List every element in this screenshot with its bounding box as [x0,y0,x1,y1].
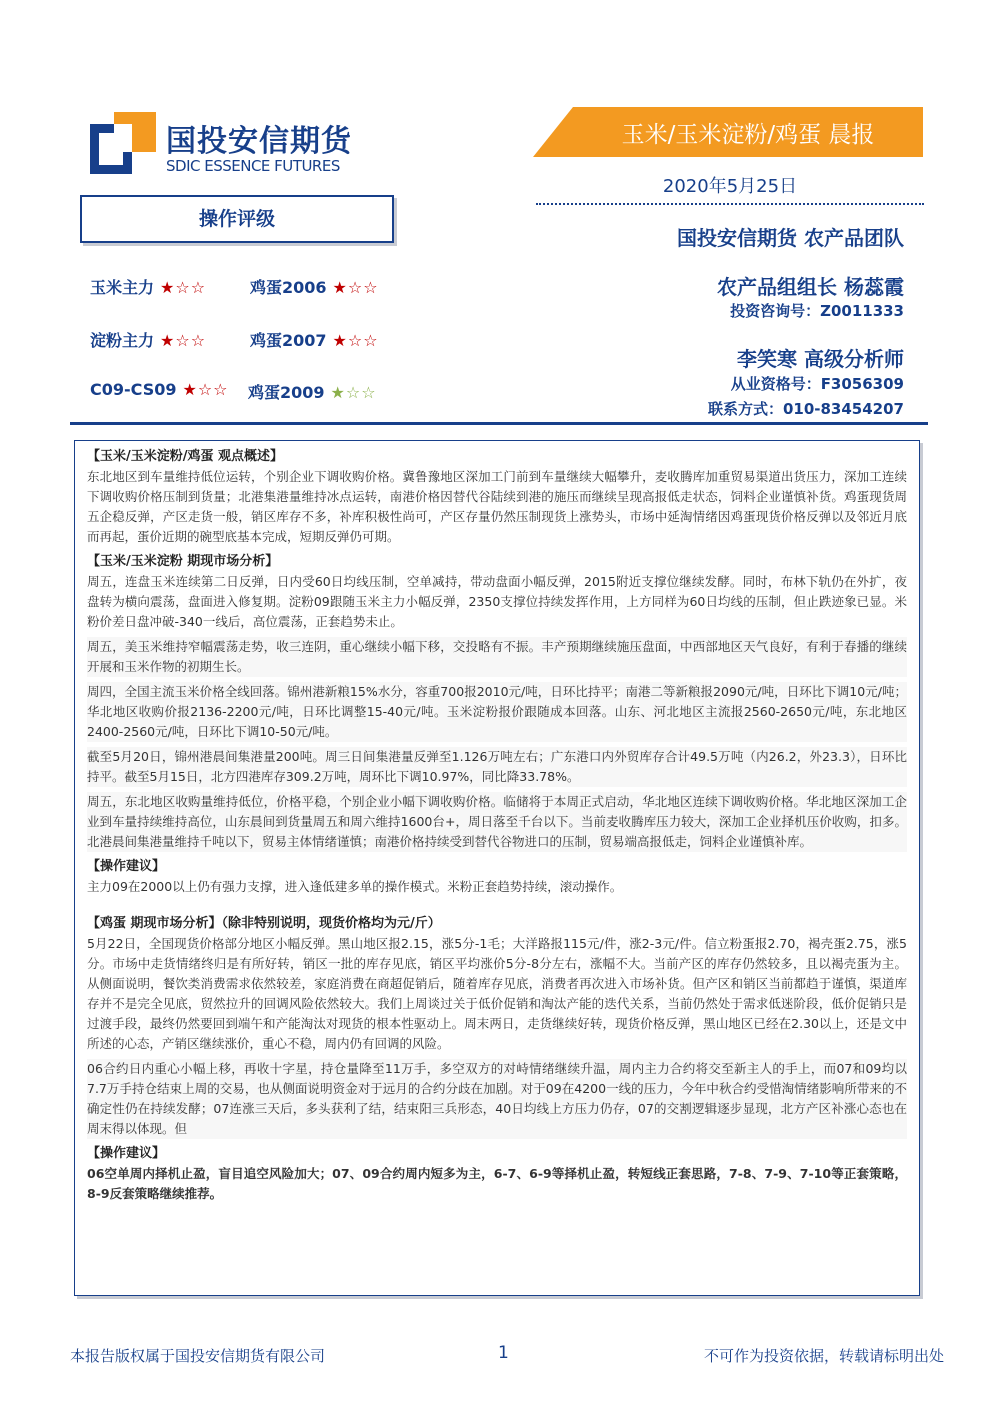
section-heading: 【操作建议】 [87,1146,166,1161]
analyst2-contact: 联系方式：010-83454207 [707,400,904,418]
paragraph: 截至5月20日，锦州港晨间集港量200吨。周三日间集港量反弹至1.126万吨左右；广东港口内外贸库存合计49.5万吨（内26.2，外23.3），日环比持平。截至5月15日，北方四港库存309.2万吨，周环比下调10.97%，同比降33.78%。 [87,747,907,787]
rating-label: 玉米主力 [90,278,155,297]
section-heading: 【鸡蛋 期现市场分析】（除非特别说明，现货价格均为元/斤） [87,916,441,931]
analyst1-name: 农产品组组长 杨蕊霞 [717,275,904,299]
paragraph: 06合约日内重心小幅上移，再收十字星，持仓量降至11万手，多空双方的对峙情绪继续升温，周内主力合约将交至新主人的手上，而07和09均以7.7万手持仓结束上周的交易，也从侧面说明资金对于远月的合约分歧在加剧。对于09在4200一线的压力，今年中秋合约受惜淘情绪影响所带来的不确定性仍在持续发酵；07连涨三天后，多头获利了结，结束阳三兵形态，40日均线上方压力仍存，07的交割逻辑逐步显现，北方产区补涨心态也在周末得以体现。但 [87,1059,907,1139]
star-rating-icon: ★☆☆ [160,278,207,297]
paragraph: 5月22日，全国现货价格部分地区小幅反弹。黑山地区报2.15，涨5分-1毛；大洋路报115元/件，涨2-3元/件。信立粉蛋报2.70，褐壳蛋2.75，涨5分。市场中走货情绪终归是有所好转，销区一批的库存见底，销区平均涨价5分-8分左右，涨幅不大。当前产区的库存仍然较多，且以褐壳蛋为主。从侧面说明，餐饮类消费需求依然较差，家庭消费在商超促销后，随着库存见底，消费者再次进入市场补货。但产区和销区当前都趋于谨慎，渠道库存并不是完全见底，贸然拉升的回调风险依然较大。我们上周谈过关于低价促销和淘汰产能的迭代关系，当前仍然处于需求低迷阶段，低价促销只是过渡手段，最终仍然要回到端午和产能淘汰对现货的根本性驱动上。周末两日，走货继续好转，现货价格反弹，黑山地区已经在2.30以上，还是文中所述的心态，产销区继续涨价，重心不稳，周内仍有回调的风险。 [87,936,907,1051]
team-name: 国投安信期货 农产品团队 [677,226,904,250]
rating-item [90,275,206,298]
report-content [74,440,920,1296]
rating-label: 鸡蛋2009 [248,383,325,402]
rating-label: 鸡蛋2006 [250,278,327,297]
star-rating-icon: ★☆☆ [332,331,379,350]
page-number: 1 [498,1343,509,1363]
star-rating-icon: ★☆☆ [332,278,379,297]
rating-item [250,275,379,298]
divider [536,203,924,205]
paragraph: 东北地区到车量维持低位运转，个别企业下调收购价格。冀鲁豫地区深加工门前到车量继续大幅攀升，麦收腾库加重贸易渠道出货压力，深加工连续下调收购价格压制到货量；北港集港量维持冰点运转，南港价格因替代谷陆续到港的施压而继续呈现高报低走状态，饲料企业谨慎补货。鸡蛋现货周五企稳反弹，产区走货一般，销区库存不多，补库积极性尚可，产区存量仍然压制现货上涨势头，市场中延淘情绪因鸡蛋现货价格反弹以及邻近月底而再起，蛋价近期的碗型底基本完成，短期反弹仍可期。 [87,469,907,544]
rating-row [90,380,410,404]
paragraph: 06空单周内择机止盈，盲目追空风险加大；07、09合约周内短多为主，6-7、6-9等择机止盈，转短线正套思路，7-8、7-9、7-10等正套策略，8-9反套策略继续推荐。 [87,1166,907,1201]
paragraph: 周五，美玉米维持窄幅震荡走势，收三连阴，重心继续小幅下移，交投略有不振。丰产预期继续施压盘面，中西部地区天气良好，有利于春播的继续开展和玉米作物的初期生长。 [87,637,907,677]
logo-text-cn: 国投安信期货 [166,124,352,159]
rating-label: 鸡蛋2007 [250,331,327,350]
analyst2-license: 从业资格号：F3056309 [730,375,904,393]
rating-item [90,380,229,399]
paragraph: 主力09在2000以上仍有强力支撑，进入逢低建多单的操作模式。米粉正套趋势持续，滚动操作。 [87,879,623,894]
report-title-banner [533,107,923,157]
paragraph: 周四，全国主流玉米价格全线回落。锦州港新粮15%水分，容重700报2010元/吨，日环比持平；南港二等新粮报2090元/吨，日环比下调10元/吨；华北地区收购价报2136-2200元/吨，日环比调整15-40元/吨。玉米淀粉报价跟随成本回落。山东、河北地区主流报2560-2650元/吨，东北地区2400-2560元/吨，日环比下调10-50元/吨。 [87,682,907,742]
logo-text-en: SDIC ESSENCE FUTURES [166,157,340,175]
company-logo-icon [90,112,156,176]
rating-item [248,380,377,403]
analyst2-name: 李笑寒 高级分析师 [737,347,904,371]
report-date: 2020年5月25日 [662,176,798,197]
rating-label: C09-CS09 [90,380,177,399]
section-heading: 【操作建议】 [87,859,166,874]
section-heading: 【玉米/玉米淀粉 期现市场分析】 [87,554,279,569]
rating-item [250,328,379,351]
star-rating-icon: ★☆☆ [182,380,229,399]
rating-title: 操作评级 [80,195,394,243]
rating-row [90,328,410,352]
star-rating-icon: ★☆☆ [330,383,377,402]
paragraph: 周五，连盘玉米连续第二日反弹，日内受60日均线压制，空单减持，带动盘面小幅反弹，2015附近支撑位继续发酵。同时，布林下轨仍在外扩，夜盘转为横向震荡，盘面进入修复期。淀粉09跟随玉米主力小幅反弹，2350支撑位持续发挥作用，上方同样为60日均线的压制，但止跌迹象已显。米粉价差日盘冲破-340一线后，高位震荡，正套趋势未止。 [87,574,907,629]
rating-row [90,275,410,299]
rating-item [90,328,206,351]
footer-copyright: 本报告版权属于国投安信期货有限公司 [70,1347,326,1365]
analyst1-license: 投资咨询号：Z0011333 [730,302,904,320]
star-rating-icon: ★☆☆ [160,331,207,350]
rating-label: 淀粉主力 [90,331,155,350]
paragraph: 周五，东北地区收购量维持低位，价格平稳，个别企业小幅下调收购价格。临储将于本周正式启动，华北地区连续下调收购价格。华北地区深加工企业到车量持续维持高位，山东晨间到货量周五和周六维持1600台+，周日落至千台以下。当前麦收腾库压力较大，深加工企业择机压价收购，扣多。北港晨间集港量维持千吨以下，贸易主体情绪谨慎；南港价格持续受到替代谷物进口的压制，贸易端高报低走，饲料企业谨慎补库。 [87,792,907,852]
footer-disclaimer: 不可作为投资依据，转载请标明出处 [703,1347,944,1365]
report-title: 玉米/玉米淀粉/鸡蛋 晨报 [621,122,875,148]
section-heading: 【玉米/玉米淀粉/鸡蛋 观点概述】 [87,449,284,464]
header-divider [70,422,928,425]
